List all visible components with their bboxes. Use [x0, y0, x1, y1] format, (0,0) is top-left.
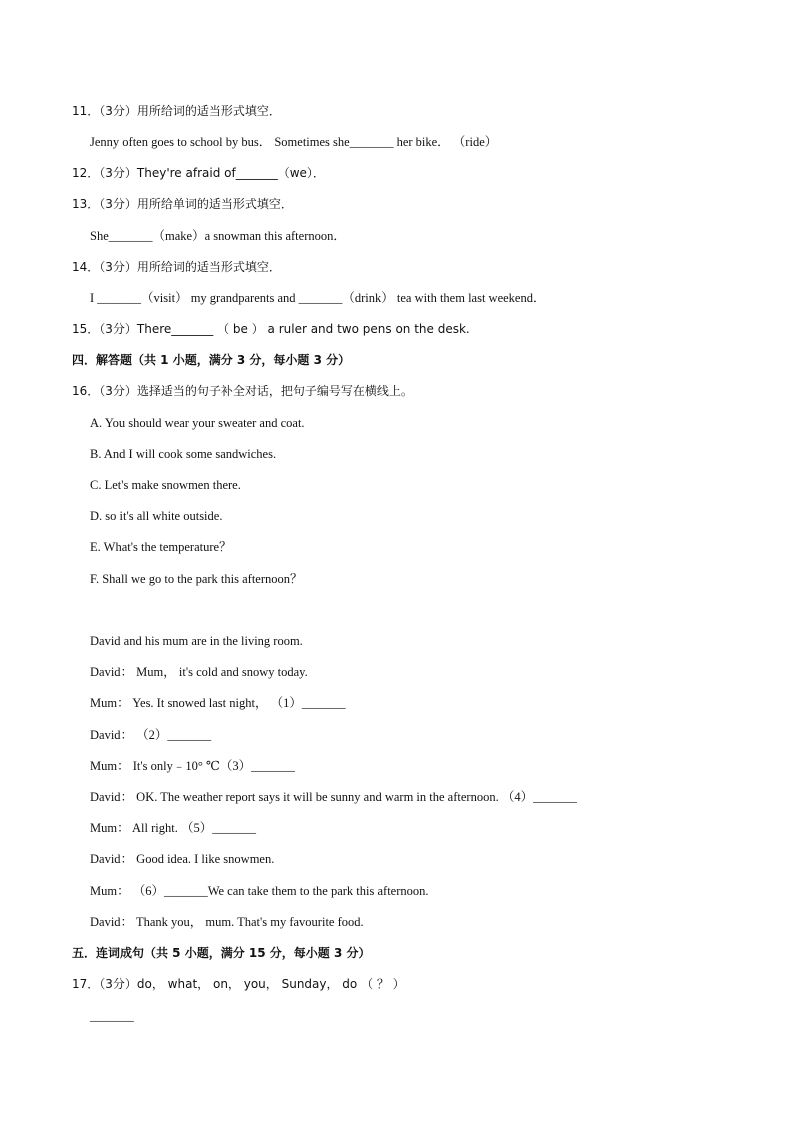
q16-option-a: A. You should wear your sweater and coat. [90, 416, 305, 430]
section4-title: 四．解答题（共 1 小题，满分 3 分，每小题 3 分） [72, 353, 351, 367]
q16-intro: David and his mum are in the living room. [90, 634, 303, 648]
q11-header: 11．（3分）用所给词的适当形式填空． [72, 104, 281, 118]
q16-option-f: F. Shall we go to the park this afternoon？ [90, 572, 303, 586]
q11-text: Jenny often goes to school by bus． Sometimes she_______ her bike． （ride） [90, 135, 498, 149]
q12-header: 12．（3分）They're afraid of_______（we）． [72, 166, 325, 180]
dialogue-line: David： （2）_______ [90, 728, 212, 742]
dialogue-line: Mum： All right. （5）_______ [90, 821, 256, 835]
q16-option-c: C. Let's make snowmen there. [90, 478, 241, 492]
dialogue-line: Mum： Yes. It snowed last night， （1）_______ [90, 696, 346, 710]
dialogue-line: Mum： （6）_______We can take them to the park this afternoon. [90, 884, 429, 898]
q17-answer-blank: _______ [90, 1009, 134, 1023]
section5-title: 五．连词成句（共 5 小题，满分 15 分，每小题 3 分） [72, 946, 371, 960]
q13-header: 13．（3分）用所给单词的适当形式填空． [72, 197, 293, 211]
dialogue-line: David： Thank you， mum. That's my favourite food. [90, 915, 364, 929]
q17-header: 17．（3分）do， what， on， you， Sunday， do （ ？ ） [72, 977, 405, 991]
q14-header: 14．（3分）用所给词的适当形式填空． [72, 260, 281, 274]
q13-text: She_______（make）a snowman this afternoon． [90, 229, 346, 243]
q16-option-b: B. And I will cook some sandwiches. [90, 447, 277, 461]
dialogue-line: David： OK. The weather report says it will be sunny and warm in the afternoon. （4）_______ [90, 790, 577, 804]
q16-header: 16．（3分）选择适当的句子补全对话，把句子编号写在横线上。 [72, 384, 413, 398]
dialogue-line: David： Mum， it's cold and snowy today. [90, 665, 308, 679]
q16-option-d: D. so it's all white outside. [90, 509, 223, 523]
q14-text: I _______（visit） my grandparents and _______（drink） tea with them last weekend． [90, 291, 546, 305]
q15-header: 15．（3分）There_______ （ be ） a ruler and two pens on the desk. [72, 322, 470, 336]
dialogue-line: Mum： It's only﹣10° ℃（3）_______ [90, 759, 295, 773]
dialogue-line: David： Good idea. I like snowmen. [90, 852, 275, 866]
q16-option-e: E. What's the temperature？ [90, 540, 232, 554]
